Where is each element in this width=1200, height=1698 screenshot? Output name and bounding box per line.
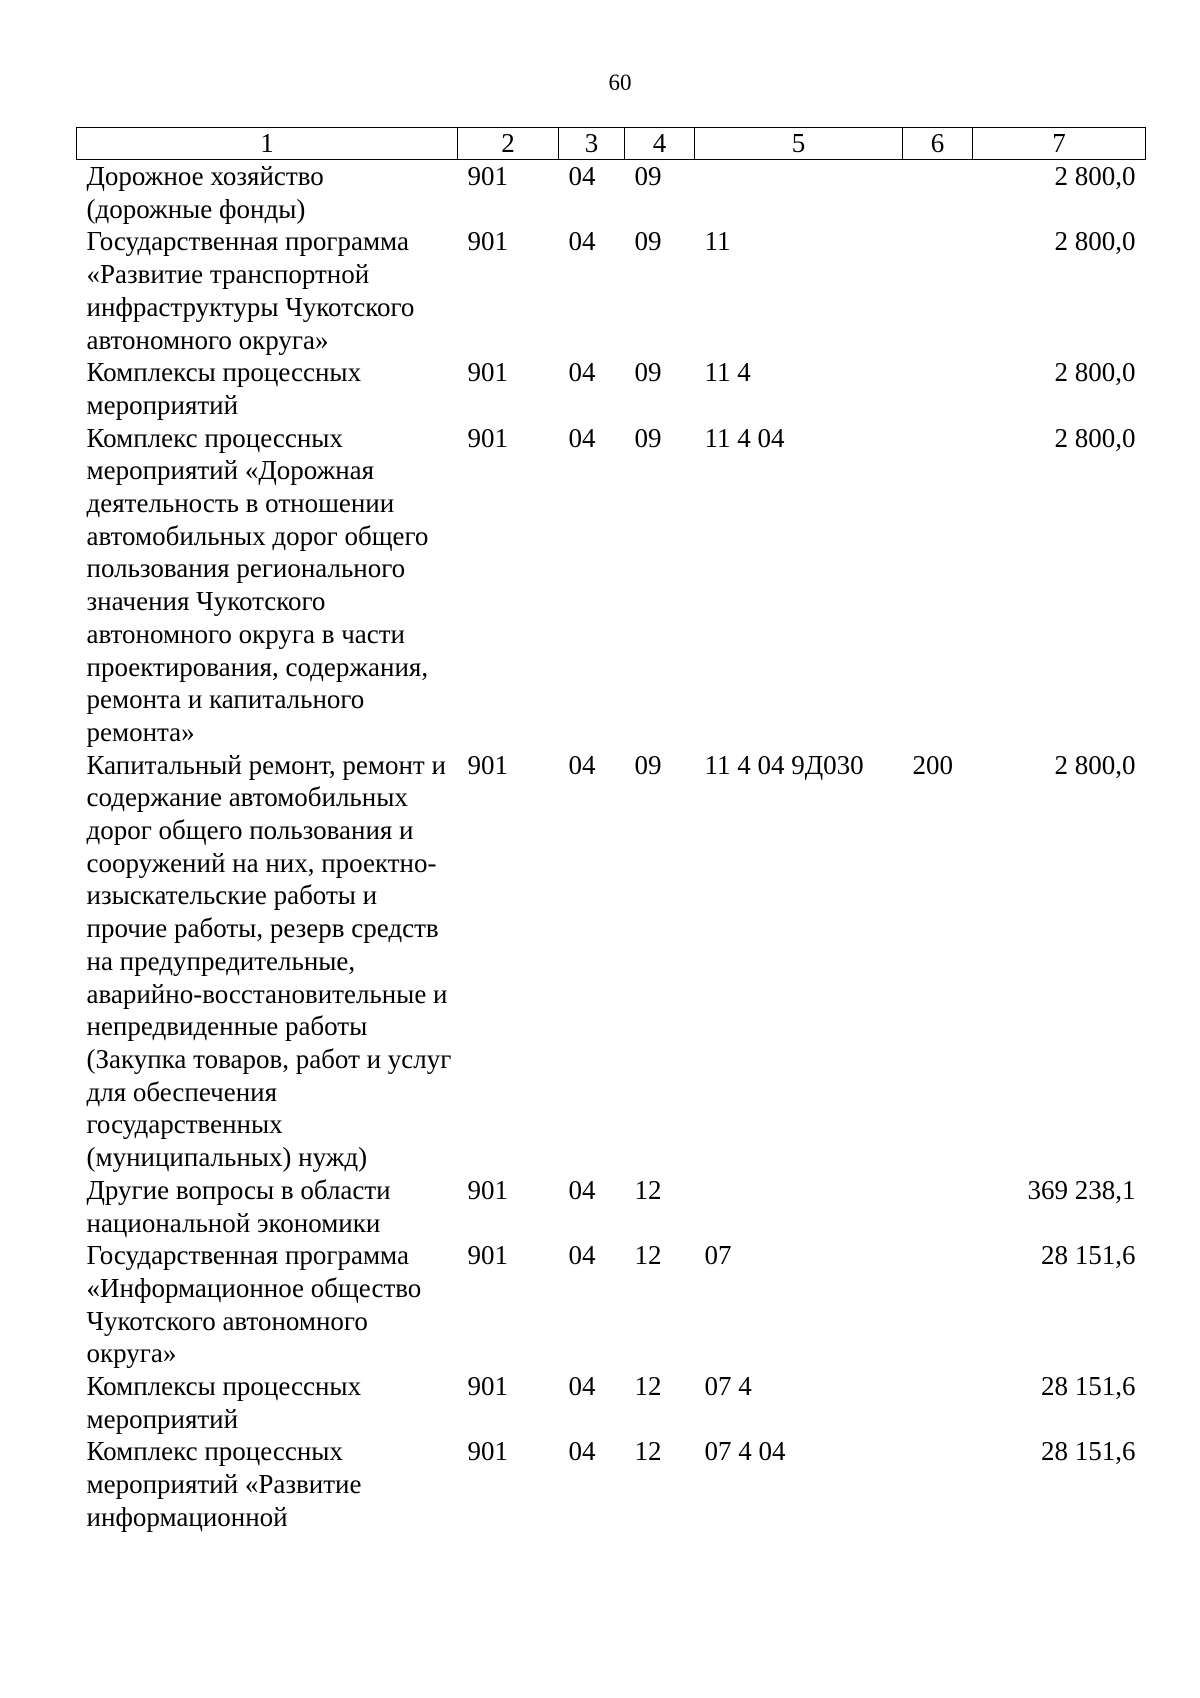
row-section-code: 04: [568, 357, 596, 388]
row-subsection-code: 12: [634, 1436, 662, 1467]
table-row: [77, 1239, 1146, 1370]
row-expense-type: [903, 1239, 973, 1370]
row-section-code: 04: [568, 422, 596, 453]
table-row: [77, 160, 1146, 226]
header-col-6: 6: [903, 128, 973, 160]
table-row: [77, 749, 1146, 1174]
row-subsection-code: 12: [634, 1371, 662, 1402]
row-target-article: 07: [704, 1240, 732, 1271]
table-row: [77, 356, 1146, 421]
budget-table: [76, 127, 1146, 1534]
row-expense-type: 200: [912, 749, 953, 780]
table-body: [77, 160, 1146, 1534]
row-ministry-code: 901: [467, 161, 508, 191]
row-expense-type: [903, 1435, 973, 1533]
row-target-article: 07 4 04: [704, 1436, 786, 1467]
row-name: Комплексы процессных мероприятий: [86, 1371, 362, 1434]
row-name: Дорожное хозяйство (дорожные фонды): [86, 161, 324, 224]
row-expense-type: [903, 1174, 973, 1239]
row-ministry-code: 901: [467, 1371, 508, 1402]
row-target-article: [695, 160, 903, 226]
header-col-1: 1: [77, 128, 458, 160]
header-col-3: 3: [559, 128, 625, 160]
row-section-code: 04: [568, 1240, 596, 1271]
row-amount: 369 238,1: [1027, 1174, 1136, 1205]
row-expense-type: [903, 356, 973, 421]
row-expense-type: [903, 225, 973, 356]
table-row: [77, 1174, 1146, 1239]
table-header: [77, 128, 1146, 160]
row-name: Комплекс процессных мероприятий «Развитие информационной: [86, 1436, 362, 1532]
row-ministry-code: 901: [467, 749, 508, 780]
row-amount: 2 800,0: [1054, 226, 1136, 257]
row-ministry-code: 901: [467, 1240, 508, 1271]
row-section-code: 04: [568, 1371, 596, 1402]
row-target-article: 11 4: [704, 357, 751, 388]
row-expense-type: [903, 1370, 973, 1435]
row-section-code: 04: [568, 161, 596, 191]
row-subsection-code: 09: [634, 357, 662, 388]
header-col-5: 5: [695, 128, 903, 160]
row-target-article: 11: [704, 226, 731, 257]
row-target-article: 07 4: [704, 1371, 752, 1402]
header-col-7: 7: [973, 128, 1146, 160]
header-row: [77, 128, 1146, 160]
row-expense-type: [903, 160, 973, 226]
row-amount: 28 151,6: [1041, 1436, 1136, 1467]
row-section-code: 04: [568, 749, 596, 780]
table-row: [77, 1370, 1146, 1435]
row-ministry-code: 901: [467, 1436, 508, 1467]
row-amount: 2 800,0: [1054, 749, 1136, 780]
row-ministry-code: 901: [467, 422, 508, 453]
row-subsection-code: 09: [634, 161, 662, 191]
row-target-article: [695, 1174, 903, 1239]
table-row: [77, 1435, 1146, 1533]
row-section-code: 04: [568, 1436, 596, 1467]
row-target-article: 11 4 04: [704, 422, 785, 453]
row-name: Государственная программа «Информационное общество Чукотского автономного округа»: [86, 1240, 422, 1369]
row-section-code: 04: [568, 226, 596, 257]
row-amount: 2 800,0: [1054, 357, 1136, 388]
row-section-code: 04: [568, 1174, 596, 1205]
header-col-4: 4: [625, 128, 695, 160]
row-target-article: 11 4 04 9Д030: [704, 749, 864, 780]
row-name: Другие вопросы в области национальной экономики: [86, 1174, 391, 1238]
table-row: [77, 422, 1146, 749]
row-subsection-code: 12: [634, 1174, 662, 1205]
page-number: 60: [608, 70, 632, 95]
row-subsection-code: 12: [634, 1240, 662, 1271]
row-ministry-code: 901: [467, 1174, 508, 1205]
row-expense-type: [903, 422, 973, 749]
row-subsection-code: 09: [634, 422, 662, 453]
row-subsection-code: 09: [634, 226, 662, 257]
row-amount: 2 800,0: [1054, 422, 1136, 453]
row-ministry-code: 901: [467, 357, 508, 388]
table-row: [77, 225, 1146, 356]
row-name: Комплексы процессных мероприятий: [86, 357, 362, 420]
row-name: Государственная программа «Развитие транспортной инфраструктуры Чукотского автономного округа»: [86, 226, 415, 355]
row-name: Капитальный ремонт, ремонт и содержание автомобильных дорог общего пользования и сооружений на них, проектно-изыскательские работы и прочие работы, резерв средств на предупредительные, аварийно-восстановительные и непредвиденные работы (Закупка товаров, работ и услуг для обеспечения государственных (муниципальных) нужд): [86, 749, 452, 1173]
row-name: Комплекс процессных мероприятий «Дорожная деятельность в отношении автомобильных дорог общего пользования регионального значения Чукотского автономного округа в части проектирования, содержания, ремонта и капитального ремонта»: [86, 422, 429, 747]
row-subsection-code: 09: [634, 749, 662, 780]
row-amount: 28 151,6: [1041, 1240, 1136, 1271]
row-amount: 28 151,6: [1041, 1371, 1136, 1402]
row-ministry-code: 901: [467, 226, 508, 257]
row-amount: 2 800,0: [1054, 161, 1136, 191]
header-col-2: 2: [458, 128, 559, 160]
